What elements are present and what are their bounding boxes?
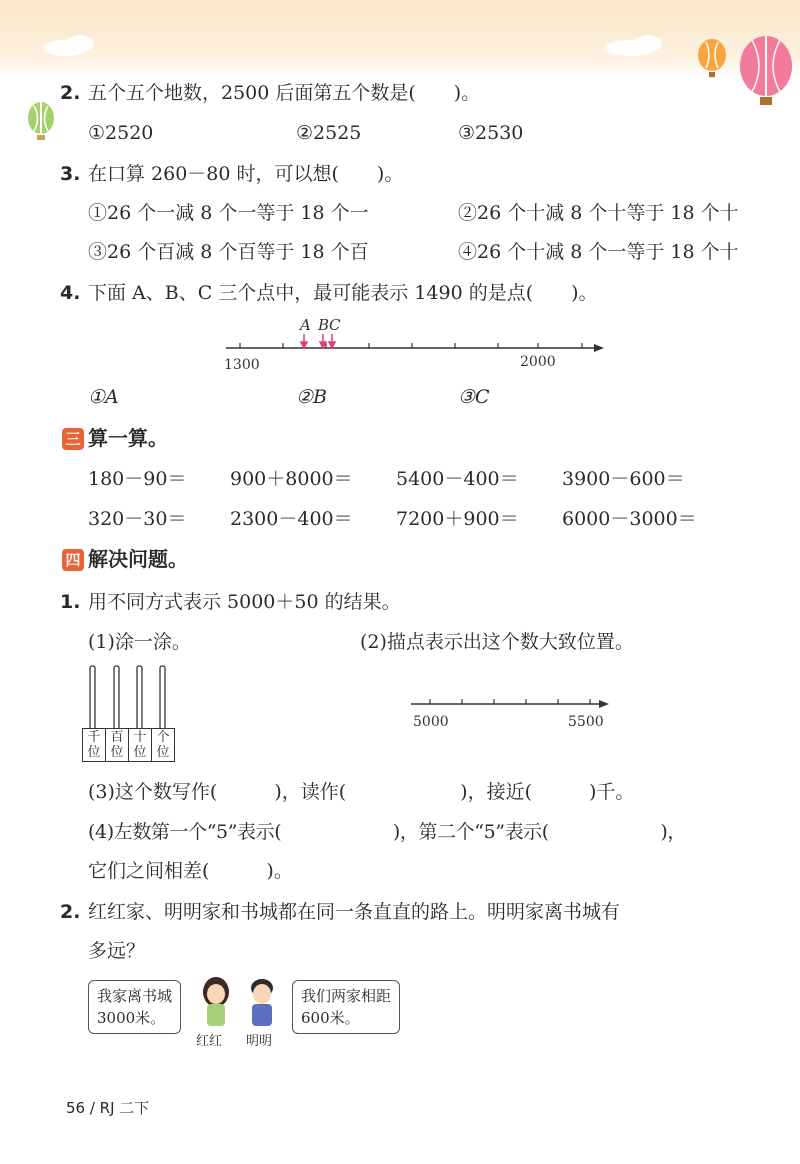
p1-sub1: (1)涂一涂。	[88, 631, 191, 653]
girl-icon	[203, 977, 229, 1026]
p1-sub2: (2)描点表示出这个数大致位置。	[360, 631, 634, 653]
speech-bubble-mingming: 我们两家相距 600米。	[292, 980, 400, 1034]
boy-icon	[251, 979, 273, 1026]
point-label-a: A	[300, 316, 311, 334]
q3-option-3[interactable]: ③26 个百减 8 个百等于 18 个百	[88, 241, 369, 263]
line-start-label: 1300	[224, 357, 260, 372]
calc-expr-7: 7200＋900＝	[396, 508, 519, 530]
point-label-c: C	[329, 316, 341, 334]
abacus-base	[82, 728, 175, 762]
q4-option-2[interactable]: ②B	[296, 386, 327, 408]
calc-expr-6: 2300－400＝	[230, 508, 353, 530]
q2-option-3[interactable]: ③2530	[458, 122, 524, 144]
p2-text-line2: 多远？	[88, 940, 146, 962]
p2-number: 2.	[60, 901, 81, 923]
p2-text-line1: 红红家、明明家和书城都在同一条直直的路上。明明家离书城有	[88, 901, 621, 923]
q3-option-1[interactable]: ①26 个一减 8 个一等于 18 个一	[88, 202, 369, 224]
balloon-icon-small	[698, 39, 726, 77]
balloon-icon-left	[28, 102, 54, 140]
calc-expr-8: 6000－3000＝	[562, 508, 697, 530]
p1-line-start-label: 5000	[413, 714, 449, 730]
calc-expr-1: 180－90＝	[88, 468, 187, 490]
section-4-badge: 四	[62, 549, 84, 571]
name-honghong: 红红	[196, 1034, 223, 1049]
q4-number: 4.	[60, 282, 81, 304]
balloon-icon-large	[740, 36, 792, 105]
q4-text: 下面 A、B、C 三个点中，最可能表示 1490 的是点( )。	[88, 282, 598, 304]
q4-option-1[interactable]: ①A	[88, 386, 119, 408]
page-footer: 56 / RJ 二下	[66, 1099, 150, 1117]
abacus-hundreds[interactable]: 百 位	[106, 729, 129, 761]
q2-text: 五个五个地数，2500 后面第五个数是( )。	[88, 82, 481, 104]
q4-number-line	[220, 312, 610, 372]
p1-sub4b[interactable]: 它们之间相差( )。	[88, 860, 293, 882]
p1-text: 用不同方式表示 5000＋50 的结果。	[88, 591, 401, 613]
decoration-balloons	[0, 0, 800, 140]
calc-expr-5: 320－30＝	[88, 508, 187, 530]
p1-line-end-label: 5500	[568, 714, 604, 730]
calc-expr-3: 5400－400＝	[396, 468, 519, 490]
children-figures	[190, 972, 290, 1032]
p1-sub4a[interactable]: (4)左数第一个“5”表示( )，第二个“5”表示( )，	[88, 821, 686, 843]
abacus-rods	[82, 664, 182, 730]
p1-number-line[interactable]	[405, 690, 615, 734]
q3-number: 3.	[60, 163, 81, 185]
line-end-label: 2000	[520, 354, 556, 370]
q3-option-4[interactable]: ④26 个十减 8 个一等于 18 个十	[458, 241, 739, 263]
q3-option-2[interactable]: ②26 个十减 8 个十等于 18 个十	[458, 202, 739, 224]
p1-number: 1.	[60, 591, 81, 613]
q3-text: 在口算 260－80 时，可以想( )。	[88, 163, 404, 185]
p1-sub3[interactable]: (3)这个数写作( )，读作( )，接近( )千。	[88, 781, 635, 803]
q2-option-1[interactable]: ①2520	[88, 122, 154, 144]
section-3-badge: 三	[62, 428, 84, 450]
q2-option-2[interactable]: ②2525	[296, 122, 362, 144]
abacus-tens[interactable]: 十 位	[129, 729, 152, 761]
calc-expr-2: 900＋8000＝	[230, 468, 353, 490]
abacus-thousands[interactable]: 千 位	[83, 729, 106, 761]
q4-option-3[interactable]: ③C	[458, 386, 490, 408]
point-label-b: B	[318, 316, 330, 334]
speech-bubble-honghong: 我家离书城 3000米。	[88, 980, 181, 1034]
calc-expr-4: 3900－600＝	[562, 468, 685, 490]
name-mingming: 明明	[246, 1034, 273, 1049]
q2-number: 2.	[60, 82, 81, 104]
section-3-title: 算一算。	[88, 426, 168, 450]
section-4-title: 解决问题。	[88, 547, 188, 571]
abacus-ones[interactable]: 个 位	[156, 730, 170, 760]
